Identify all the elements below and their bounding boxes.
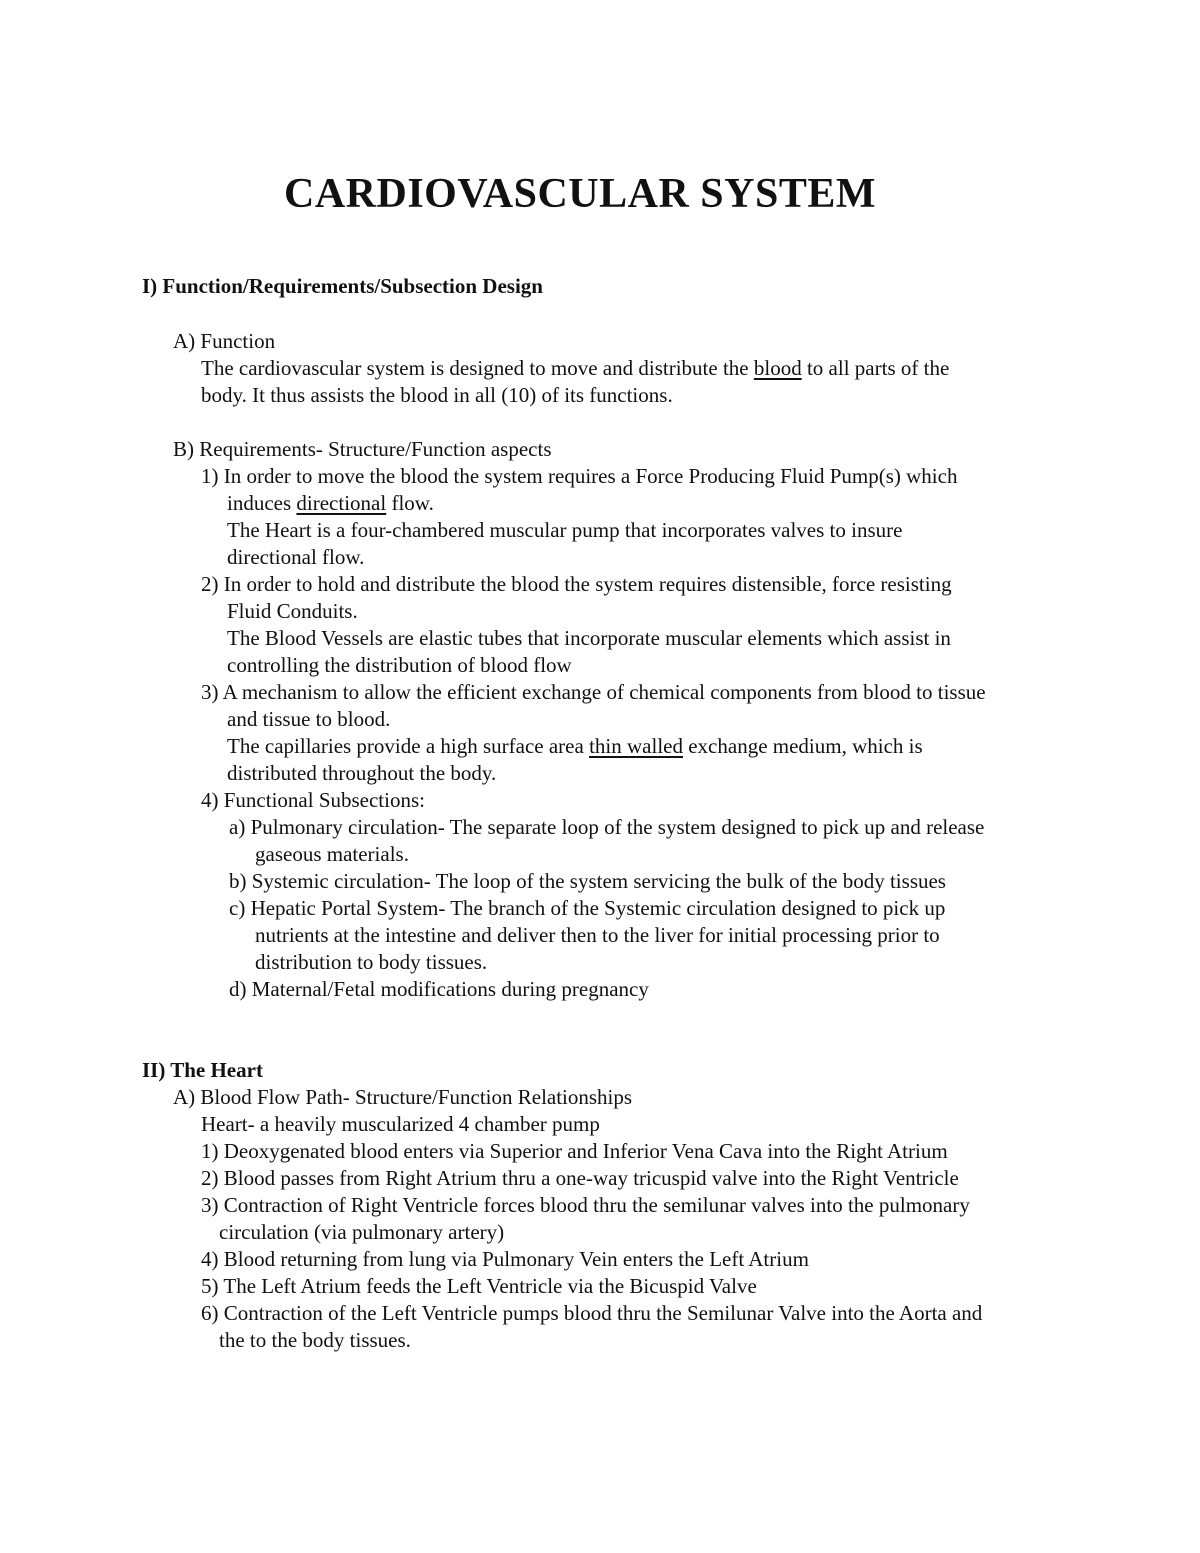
subsection-c-line-1: c) Hepatic Portal System- The branch of the Systemic circulation designed to pick up <box>229 896 946 920</box>
flow-step-2: 2) Blood passes from Right Atrium thru a one-way tricuspid valve into the Right Ventricle <box>201 1166 959 1190</box>
flow-step-1: 1) Deoxygenated blood enters via Superior and Inferior Vena Cava into the Right Atrium <box>201 1139 948 1163</box>
text-segment: flow. <box>386 491 434 515</box>
requirement-2-line-1: 2) In order to hold and distribute the blood the system requires distensible, force resisting <box>201 572 952 596</box>
page-title: CARDIOVASCULAR SYSTEM <box>284 171 876 217</box>
requirement-1-line-2 <box>227 490 434 516</box>
flow-step-6-line-1: 6) Contraction of the Left Ventricle pumps blood thru the Semilunar Valve into the Aorta and <box>201 1301 983 1325</box>
text-segment: The capillaries provide a high surface area <box>227 734 590 758</box>
requirement-1-line-1: 1) In order to move the blood the system requires a Force Producing Fluid Pump(s) which <box>201 464 958 488</box>
requirement-1-line-4: directional flow. <box>227 545 365 569</box>
subsection-b-label: B) Requirements- Structure/Function aspects <box>173 437 552 461</box>
subsection-c-line-2: nutrients at the intestine and deliver then to the liver for initial processing prior to <box>255 923 940 947</box>
subsection-a-line-2: gaseous materials. <box>255 842 409 866</box>
function-text-line-2: body. It thus assists the blood in all (10) of its functions. <box>201 383 673 407</box>
underlined-term: thin walled <box>589 734 683 758</box>
requirement-1-line-3: The Heart is a four-chambered muscular pump that incorporates valves to insure <box>227 518 903 542</box>
subsection-a-label: A) Function <box>173 329 276 353</box>
subsection-d-line-1: d) Maternal/Fetal modifications during pregnancy <box>229 977 649 1001</box>
text-segment: exchange medium, which is <box>682 734 923 758</box>
flow-step-6-line-2: the to the body tissues. <box>219 1328 411 1352</box>
requirement-3-line-1: 3) A mechanism to allow the efficient exchange of chemical components from blood to tissue <box>201 680 986 704</box>
subsection-a-line-1: a) Pulmonary circulation- The separate loop of the system designed to pick up and release <box>229 815 985 839</box>
flow-step-5: 5) The Left Atrium feeds the Left Ventricle via the Bicuspid Valve <box>201 1274 757 1298</box>
flow-step-4: 4) Blood returning from lung via Pulmonary Vein enters the Left Atrium <box>201 1247 809 1271</box>
flow-step-3-line-1: 3) Contraction of Right Ventricle forces blood thru the semilunar valves into the pulmonary <box>201 1193 970 1217</box>
subsection-c-line-3: distribution to body tissues. <box>255 950 488 974</box>
blood-flow-label: A) Blood Flow Path- Structure/Function Relationships <box>173 1085 633 1109</box>
requirement-2-line-2: Fluid Conduits. <box>227 599 358 623</box>
section-1-heading: I) Function/Requirements/Subsection Design <box>142 274 543 298</box>
function-text-line-1 <box>201 355 949 381</box>
text-segment: The cardiovascular system is designed to move and distribute the <box>201 356 754 380</box>
requirement-2-line-3: The Blood Vessels are elastic tubes that incorporate muscular elements which assist in <box>227 626 951 650</box>
requirement-3-line-3 <box>227 733 923 759</box>
subsection-b-line-1: b) Systemic circulation- The loop of the system servicing the bulk of the body tissues <box>229 869 946 893</box>
underlined-term: directional <box>296 491 387 515</box>
underlined-term: blood <box>753 356 802 380</box>
flow-step-3-line-2: circulation (via pulmonary artery) <box>219 1220 505 1244</box>
requirement-2-line-4: controlling the distribution of blood flow <box>227 653 572 677</box>
text-segment: to all parts of the <box>801 356 950 380</box>
section-2-heading: II) The Heart <box>142 1058 263 1082</box>
requirement-3-line-2: and tissue to blood. <box>227 707 391 731</box>
text-segment: induces <box>227 491 297 515</box>
requirement-3-line-4: distributed throughout the body. <box>227 761 497 785</box>
requirement-4-line-1: 4) Functional Subsections: <box>201 788 425 812</box>
heart-intro: Heart- a heavily muscularized 4 chamber pump <box>201 1112 600 1136</box>
